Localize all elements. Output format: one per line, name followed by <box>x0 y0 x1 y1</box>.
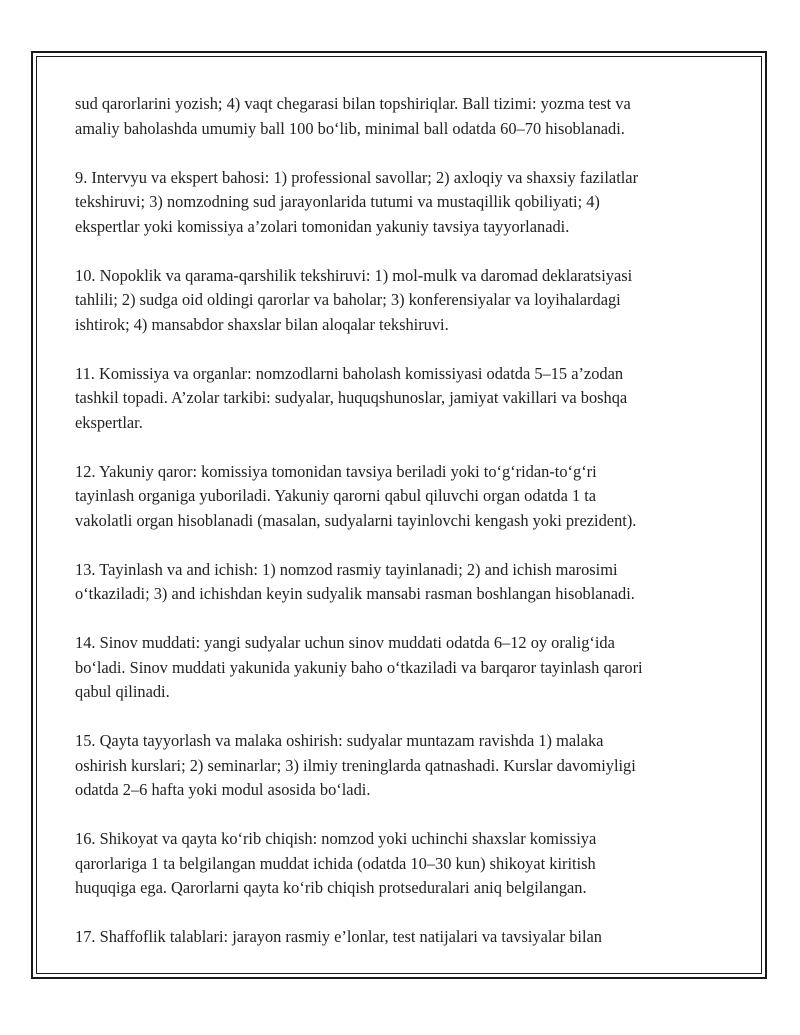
paragraph-15-retraining: 15. Qayta tayyorlash va malaka oshirish: sudyalar muntazam ravishda 1) malaka oshirish kurslari; 2) seminarlar; 3) ilmiy treninglarda qatnashadi. Kurslar davomiyligi odatda 2–6 hafta yoki modul asosida bo‘ladi. <box>75 731 636 799</box>
paragraph-continuation: sud qarorlarini yozish; 4) vaqt chegarasi bilan topshiriqlar. Ball tizimi: yozma test va amaliy baholashda umumiy ball 100 bo‘lib, minimal ball odatda 60–70 hisoblanadi. <box>75 94 631 138</box>
paragraph-14-probation: 14. Sinov muddati: yangi sudyalar uchun sinov muddati odatda 6–12 oy oralig‘ida bo‘ladi. Sinov muddati yakunida yakuniy baho o‘tkaziladi va barqaror tayinlash qarori qabul qilinadi. <box>75 633 643 701</box>
paragraph-16-appeals: 16. Shikoyat va qayta ko‘rib chiqish: nomzod yoki uchinchi shaxslar komissiya qarorlariga 1 ta belgilangan muddat ichida (odatda 10–30 kun) shikoyat kiritish huquqiga ega. Qarorlarni qayta ko‘rib chiqish protseduralari aniq belgilangan. <box>75 829 597 897</box>
paragraph-17-transparency: 17. Shaffoflik talablari: jarayon rasmiy e’lonlar, test natijalari va tavsiyalar bilan <box>75 927 603 946</box>
paragraph-10-integrity-check: 10. Nopoklik va qarama-qarshilik tekshiruvi: 1) mol-mulk va daromad deklaratsiyasi tahlili; 2) sudga oid oldingi qarorlar va baholar; 3) konferensiyalar va loyihalardagi ishtirok; 4) mansabdor shaxslar bilan aloqalar tekshiruvi. <box>75 265 633 334</box>
paragraph-9-interview: 9. Intervyu va ekspert bahosi: 1) professional savollar; 2) axloqiy va shaxsiy fazilatlar tekshiruvi; 3) nomzodning sud jarayonlarida tutumi va mustaqillik qobiliyati; 4) ekspertlar yoki komissiya a’zolari tomonidan yakuniy tavsiya tayyorlanadi. <box>75 167 639 236</box>
paragraph-13-appointment-oath: 13. Tayinlash va and ichish: 1) nomzod rasmiy tayinlanadi; 2) and ichish marosimi o‘tkaziladi; 3) and ichishdan keyin sudyalik mansabi rasman boshlangan hisoblanadi. <box>75 559 635 603</box>
paragraph-12-final-decision: 12. Yakuniy qaror: komissiya tomonidan tavsiya beriladi yoki to‘g‘ridan-to‘g‘ri tayinlash organiga yuboriladi. Yakuniy qarorni qabul qiluvchi organ odatda 1 ta vakolatli organ hisoblanadi (masalan, sudyalarni tayinlovchi kengash yoki prezident). <box>75 461 637 530</box>
paragraph-11-commission: 11. Komissiya va organlar: nomzodlarni baholash komissiyasi odatda 5–15 a’zodan tashkil topadi. A’zolar tarkibi: sudyalar, huquqshunoslar, jamiyat vakillari va boshqa ekspertlar. <box>75 363 628 432</box>
document-body <box>75 92 735 974</box>
